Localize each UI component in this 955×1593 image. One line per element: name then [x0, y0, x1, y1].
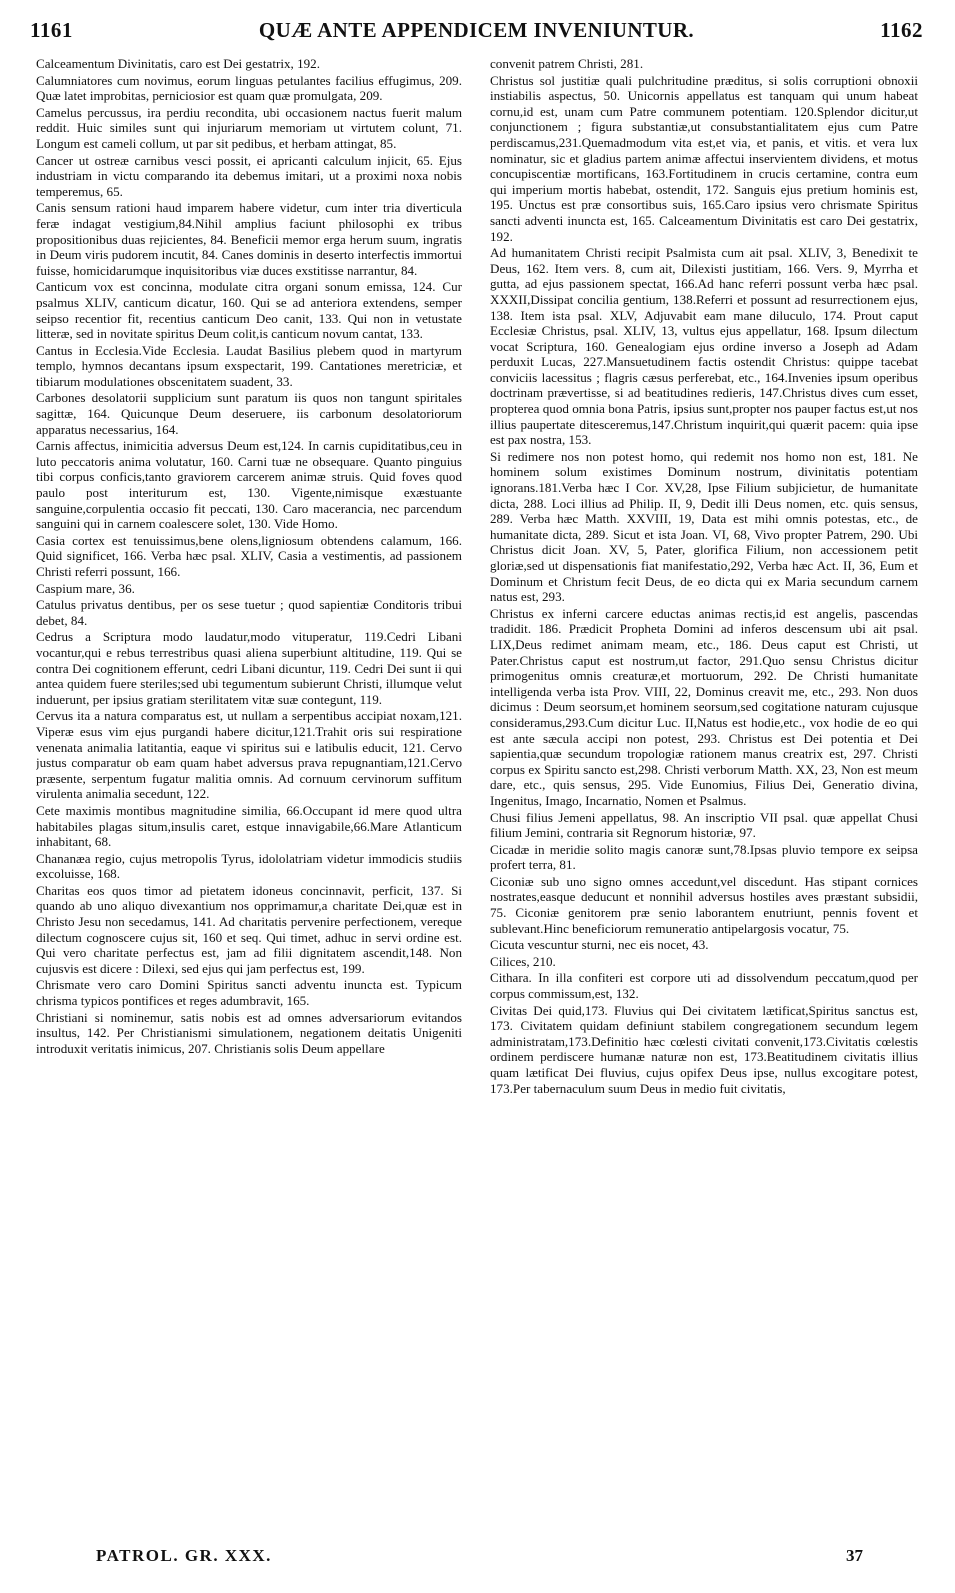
- index-entry-cedrus: Cedrus a Scriptura modo laudatur,modo vituperatur, 119.Cedri Libani vocantur,qui e rebus terrestribus quasi aliena superbiunt altitudine, 119. Qui se contra Dei cognitionem efferunt, cedri Libani dicuntur, 119. Cedri Dei sunt ii qui antea quidem fuere steriles;sed ubi tegumentum subierunt Christi, illumque velut induerunt, per ipsius gratiam sterilitatem vitæ suæ contegunt, 119.: [36, 629, 462, 707]
- index-entry-continuation: convenit patrem Christi, 281.: [490, 56, 644, 71]
- sheet-number: 37: [846, 1546, 863, 1565]
- index-entry-cithara: Cithara. In illa confiteri est corpore uti ad dissolvendum peccatum,quod per corpus commissum,est, 132.: [490, 970, 918, 1002]
- left-column: [36, 56, 462, 1528]
- index-entry-cervus: Cervus ita a natura comparatus est, ut nullam a serpentibus accipiat noxam,121. Viperæ esus vim ejus purgandi habere dicitur,121.Trahit oris sui respiratione venenata animalia latitantia, eaque vi spiritus sui e latibulis educit, 121. Cervo justus comparatur ob eam quam habet adversus prava repugnantiam,121.Cervo præsente, serpentum fugatur malitia omnis. Ad cornuum cervinorum suffitum virulenta animalia secedunt, 122.: [36, 708, 462, 802]
- index-entry-humanitatem-christi: Ad humanitatem Christi recipit Psalmista cum ait psal. XLIV, 3, Benedixit te Deus, 162. Item vers. 8, cum ait, Dilexisti justitiam, 166. Vers. 9, Myrrha et gutta, ad ejus passionem spectat, 166.Ad hanc referri possunt verba hæc psal. XXXII,Dissipat concilia gentium, 138.Referri et possunt ad resurrectionem ejus, 138. Item ista psal. XLV, Adjuvabit eam mane diluculo, 174. Prout caput Ecclesiæ Christus, psal. XLIV, 13, vultus ejus appellatur, 168. Ipsum dilectum vocat Scriptura, 160. Genealogiam ejus ordine inverso a Joseph ad Adam perduxit Lucas, 227.Mansuetudinem factis ostendit Christus: quippe tacebat conviciis lacessitus ; flagris cæsus perferebat, etc., 164.Invenies ipsum operibus doctrinam prævertisse, si ad beatitudines redieris, 147.Christus dives cum esset, propterea quod omnia bona Patris, ipsius sunt,propter nos pauper factus est,ut nos illius paupertate ditesceremus,147.Christum inquirit,qui quærit pacem: quia ipse est pax nostra, 153.: [490, 245, 918, 448]
- index-entry-catulus: Catulus privatus dentibus, per os sese tuetur ; quod sapientiæ Conditoris tribui debet, 84.: [36, 597, 462, 628]
- index-entry-cilices: Cilices, 210.: [490, 953, 556, 969]
- index-entry-calceamentum: Calceamentum Divinitatis, caro est Dei gestatrix, 192.: [36, 56, 320, 71]
- index-entry-christus-sol: Christus sol justitiæ quali pulchritudine præditus, si solis corruptioni obnoxii instiabilis aspectus, 50. Unicornis appellatus est tanquam qui unum habeat cornu,id est, unam cum Patre communem potentiam. 120.Splendor dicitur,ut conjunctionem ; figura substantiæ,ut consubstantialitatem ejus cum Patre perdiscamus,231.Quemadmodum vita est,et via, et panis, et vitis. et vera lux nominatur, sic et gladius partem animæ affectui inservientem dividens, et motus concupiscentiæ mortificans, 163.Fortitudinem in crucis certamine, contra eum qui imperium mortis habebat, ostendit, 172. Sanguis ejus pretium hominis est, 195. Unctus est præ consortibus suis, 165.Caro ipsius vero chrismate Spiritus sancti adventi inuncta est, 165. Calceamentum Divinitatis est caro Dei gestatrix, 192.: [490, 72, 918, 244]
- index-entry-redimere: Si redimere nos non potest homo, qui redemit nos homo non est, 181. Ne hominem solum existimes Dominum nostrum, divinitatis potentiam ignorans.181.Verba hæc I Cor. XV,28, Ipse Filium subjicietur, de humanitate dicta, 288. Loci illius ad Philip. II, 9, Dedit illi Deus nomen, etc. quis sensus, 289. Verba hæc Matth. XXVIII, 19, Data est mihi omnis potestas, etc., de humanitate dicta, 289. Sicut et ista Joan. VI, 68, Vivo propter Patrem, 290. Ubi Christus dicit Joan. XV, 5, Pater, glorifica Filium, non accessionem petit gloriæ,sed ut dispensationis fiat manifestatio,292, Verba hæc Act. II, 36, Eum et Dominum et Christum fecit Deus, de eo dicta qui ex Maria secundum carnem natus est, 293.: [490, 448, 918, 605]
- index-entry-christus-inferni: Christus ex inferni carcere eductas animas rectis,id est angelis, pascendas tradidit. 186. Prædicit Propheta Domini ad inferos descensum ubi ait psal. LIX,Deus redimet animam meam, etc., 186. Deus caput est Christi, ut Pater.Christus caput est nostrum,ut factor, 291.Quo sensu Christus dicitur primogenitus omnis creaturæ,et mortuorum, 292. De Christi humanitate intelligenda verba ista Prov. VIII, 22, Dominus creavit me, etc., 293. Non duos dicimus : Deum seorsum,et hominem seorsum,sed cogitatione naturam cujusque consideramus,293.Cum dicitur Luc. II,Natus est hodie,etc., vox hodie de eo qui est ante sæcula accipi non potest, 293. Christus est Dei potentia et Dei sapientia,quæ secundum tropologiæ rationem manus creatrix est, 297. Christi corpus ex Spiritu sancto est,298. Christi verborum Matth. XX, 23, Non est meum dare, etc., quis sensus, 295. Vide Eunomius, Filius Dei, Generatio divina, Ingenitus, Imago, Incarnatio, Nomen et Psalmus.: [490, 605, 918, 808]
- index-entry-cicuta: Cicuta vescuntur sturni, nec eis nocet, 43.: [490, 937, 709, 953]
- page-header: [30, 18, 923, 48]
- index-entry-carbones: Carbones desolatorii supplicium sunt paratum iis quos non tangunt spiritales sagittæ, 164. Quicunque Deum deseruere, iis carbonum desolatoriorum apparatus necessarius, 164.: [36, 390, 462, 437]
- page-number-left: 1161: [30, 18, 73, 42]
- index-entry-civitas: Civitas Dei quid,173. Fluvius qui Dei civitatem lætificat,Spiritus sanctus est, 173. Civitatem quidam definiunt stabilem congregationem secundum legem administratam,173.Definitio hæc cœlesti civitati convenit,173.Civitatis cœlestis ordinem perdiscere humanæ naturæ non est, 173.Beatitudinem civitatis illius quam lætificat Dei fluvius, cujus opifex Deus ipse, nullus excogitare potest, 173.Per tabernaculum suum Deus in medio fuit civitatis,: [490, 1002, 918, 1096]
- index-entry-ciconiae: Ciconiæ sub uno signo omnes accedunt,vel discedunt. Has stipant cornices nostrates,easque deducunt et nonnihil adversus hostiles aves præstant subsidii, 75. Ciconiæ genitorem præ senio laborantem enutriunt, pennis fovent et sublevant.Hinc beneficiorum remuneratio antipelargosis vocatur, 75.: [490, 873, 918, 936]
- index-entry-cantus: Cantus in Ecclesia.Vide Ecclesia. Laudat Basilius plebem quod in martyrum templo, hymnos decantans ipsum exspectarit, 199. Cantationes meretriciæ, et tibiarum modulationes obscenitatem suadent, 33.: [36, 342, 462, 389]
- index-entry-chananaea: Chananæa regio, cujus metropolis Tyrus, idololatriam videtur immodicis studiis excoluisse, 168.: [36, 850, 462, 882]
- index-entry-cancer: Cancer ut ostreæ carnibus vesci possit, ei apricanti calculum injicit, 65. Ejus industriam in victu comparando ita debemus imitari, ut a proximi noxa nobis temperemus, 65.: [36, 152, 462, 199]
- index-entry-chusi: Chusi filius Jemeni appellatus, 98. An inscriptio VII psal. quæ appellat Chusi filium Jemini, contraria sit Regnorum historiæ, 97.: [490, 809, 918, 841]
- index-entry-camelus: Camelus percussus, ira perdiu recondita, ubi occasionem nactus fuerit malum reddit. Huic similes sunt qui injuriarum memoriam ut virtutem colunt, 71. Longum est cameli collum, ut par sit pedibus, et herbam attingat, 85.: [36, 104, 462, 151]
- index-entry-chrismate: Chrismate vero caro Domini Spiritus sancti adventu inuncta est. Typicum chrisma typicos pontifices et reges adumbravit, 165.: [36, 977, 462, 1009]
- index-entry-canticum: Canticum vox est concinna, modulate citra organi sonum emissa, 124. Cur psalmus XLIV, canticum dicatur, 160. Qui se ad anteriora extendens, semper seipso recentior fit, recentius canticum Deo canit, 133. Qui non in vetustate litteræ, sed in novitate spiritus Deum colit,is canticum novum cantat, 133.: [36, 279, 462, 342]
- index-entry-christiani: Christiani si nominemur, satis nobis est ad omnes adversariorum evitandos insultus, 142. Per Christianismi simulationem, negationem deitatis Unigeniti introduxit veritatis inimicus, 207. Christianis solis Deum appellare: [36, 1009, 462, 1056]
- running-title: QUÆ ANTE APPENDICEM INVENIUNTUR.: [258, 18, 695, 42]
- index-entry-cete: Cete maximis montibus magnitudine similia, 66.Occupant id mere quod ultra habitabiles plagas situm,insulis caret, estque innavigabile,66.Mare Atlanticum inhabitant, 68.: [36, 802, 462, 850]
- index-entry-calumniatores: Calumniatores cum novimus, eorum linguas petulantes facilius effugimus, 209. Quæ latet improbitas, perniciosior est quam quæ promulgata, 209.: [36, 72, 462, 104]
- signature-mark: PATROL. GR. XXX.: [96, 1546, 272, 1565]
- index-entry-canis: Canis sensum rationi haud imparem habere videtur, cum inter tria diverticula feræ indagat vestigium,84.Nihil amplius faciunt philosophi ex tribus propositionibus duas rejicientes, 84. Beneficii memor erga herum suum, ingratis in Deum viris pudorem incutit, 84. Canes dominis in deserto interfectis immortui fuisse, homicidarumque inquisitoribus viæ duces exstitisse narrantur, 84.: [36, 200, 462, 278]
- page-footer: [96, 1546, 863, 1566]
- index-entry-casia: Casia cortex est tenuissimus,bene olens,ligniosum obtendens calamum, 166. Quid significet, 166. Verba hæc psal. XLIV, Casia a vestimentis, ad passionem Christi referri possunt, 166.: [36, 532, 462, 579]
- index-entry-carnis: Carnis affectus, inimicitia adversus Deum est,124. In carnis cupiditatibus,ceu in luto peccatoris anima volutatur, 160. Carni tuæ ne obsequare. Quanto pinguius tibi corpus conficis,tanto graviorem carcerem animæ struis. Quid foves quod paulo post interiturum est, 130. Vigente,nimisque exæstuante sanguine,corpulentia occasio fit peccati, 130. Caro macerancia, nec parcendum sanguini qui in carnem coalescere solet, 130. Vide Homo.: [36, 438, 462, 532]
- index-entry-caspium: Caspium mare, 36.: [36, 580, 135, 596]
- page-number-right: 1162: [880, 18, 923, 42]
- index-entry-cicadae: Cicadæ in meridie solito magis canoræ sunt,78.Ipsas pluvio tempore ex seipsa profert terra, 81.: [490, 841, 918, 873]
- index-entry-charitas: Charitas eos quos timor ad pietatem idoneus concinnavit, perficit, 137. Si quando ab uno aliquo divexantium nos opprimamur,a charitate Dei,quæ est in Christo Jesu non secedamus, 141. Ad charitatis pervenire perfectionem, vereque dilectum cognoscere cujus sit, 160 et seq. Qui timet, adhuc in servi ordine est. Qui vero charitate perfectus est, jam ad filii dignitatem ascendit,148. Non cujusvis est dicere : Dilexi, sed ejus qui jam perfectus est, 199.: [36, 882, 462, 976]
- right-column: [490, 56, 918, 1528]
